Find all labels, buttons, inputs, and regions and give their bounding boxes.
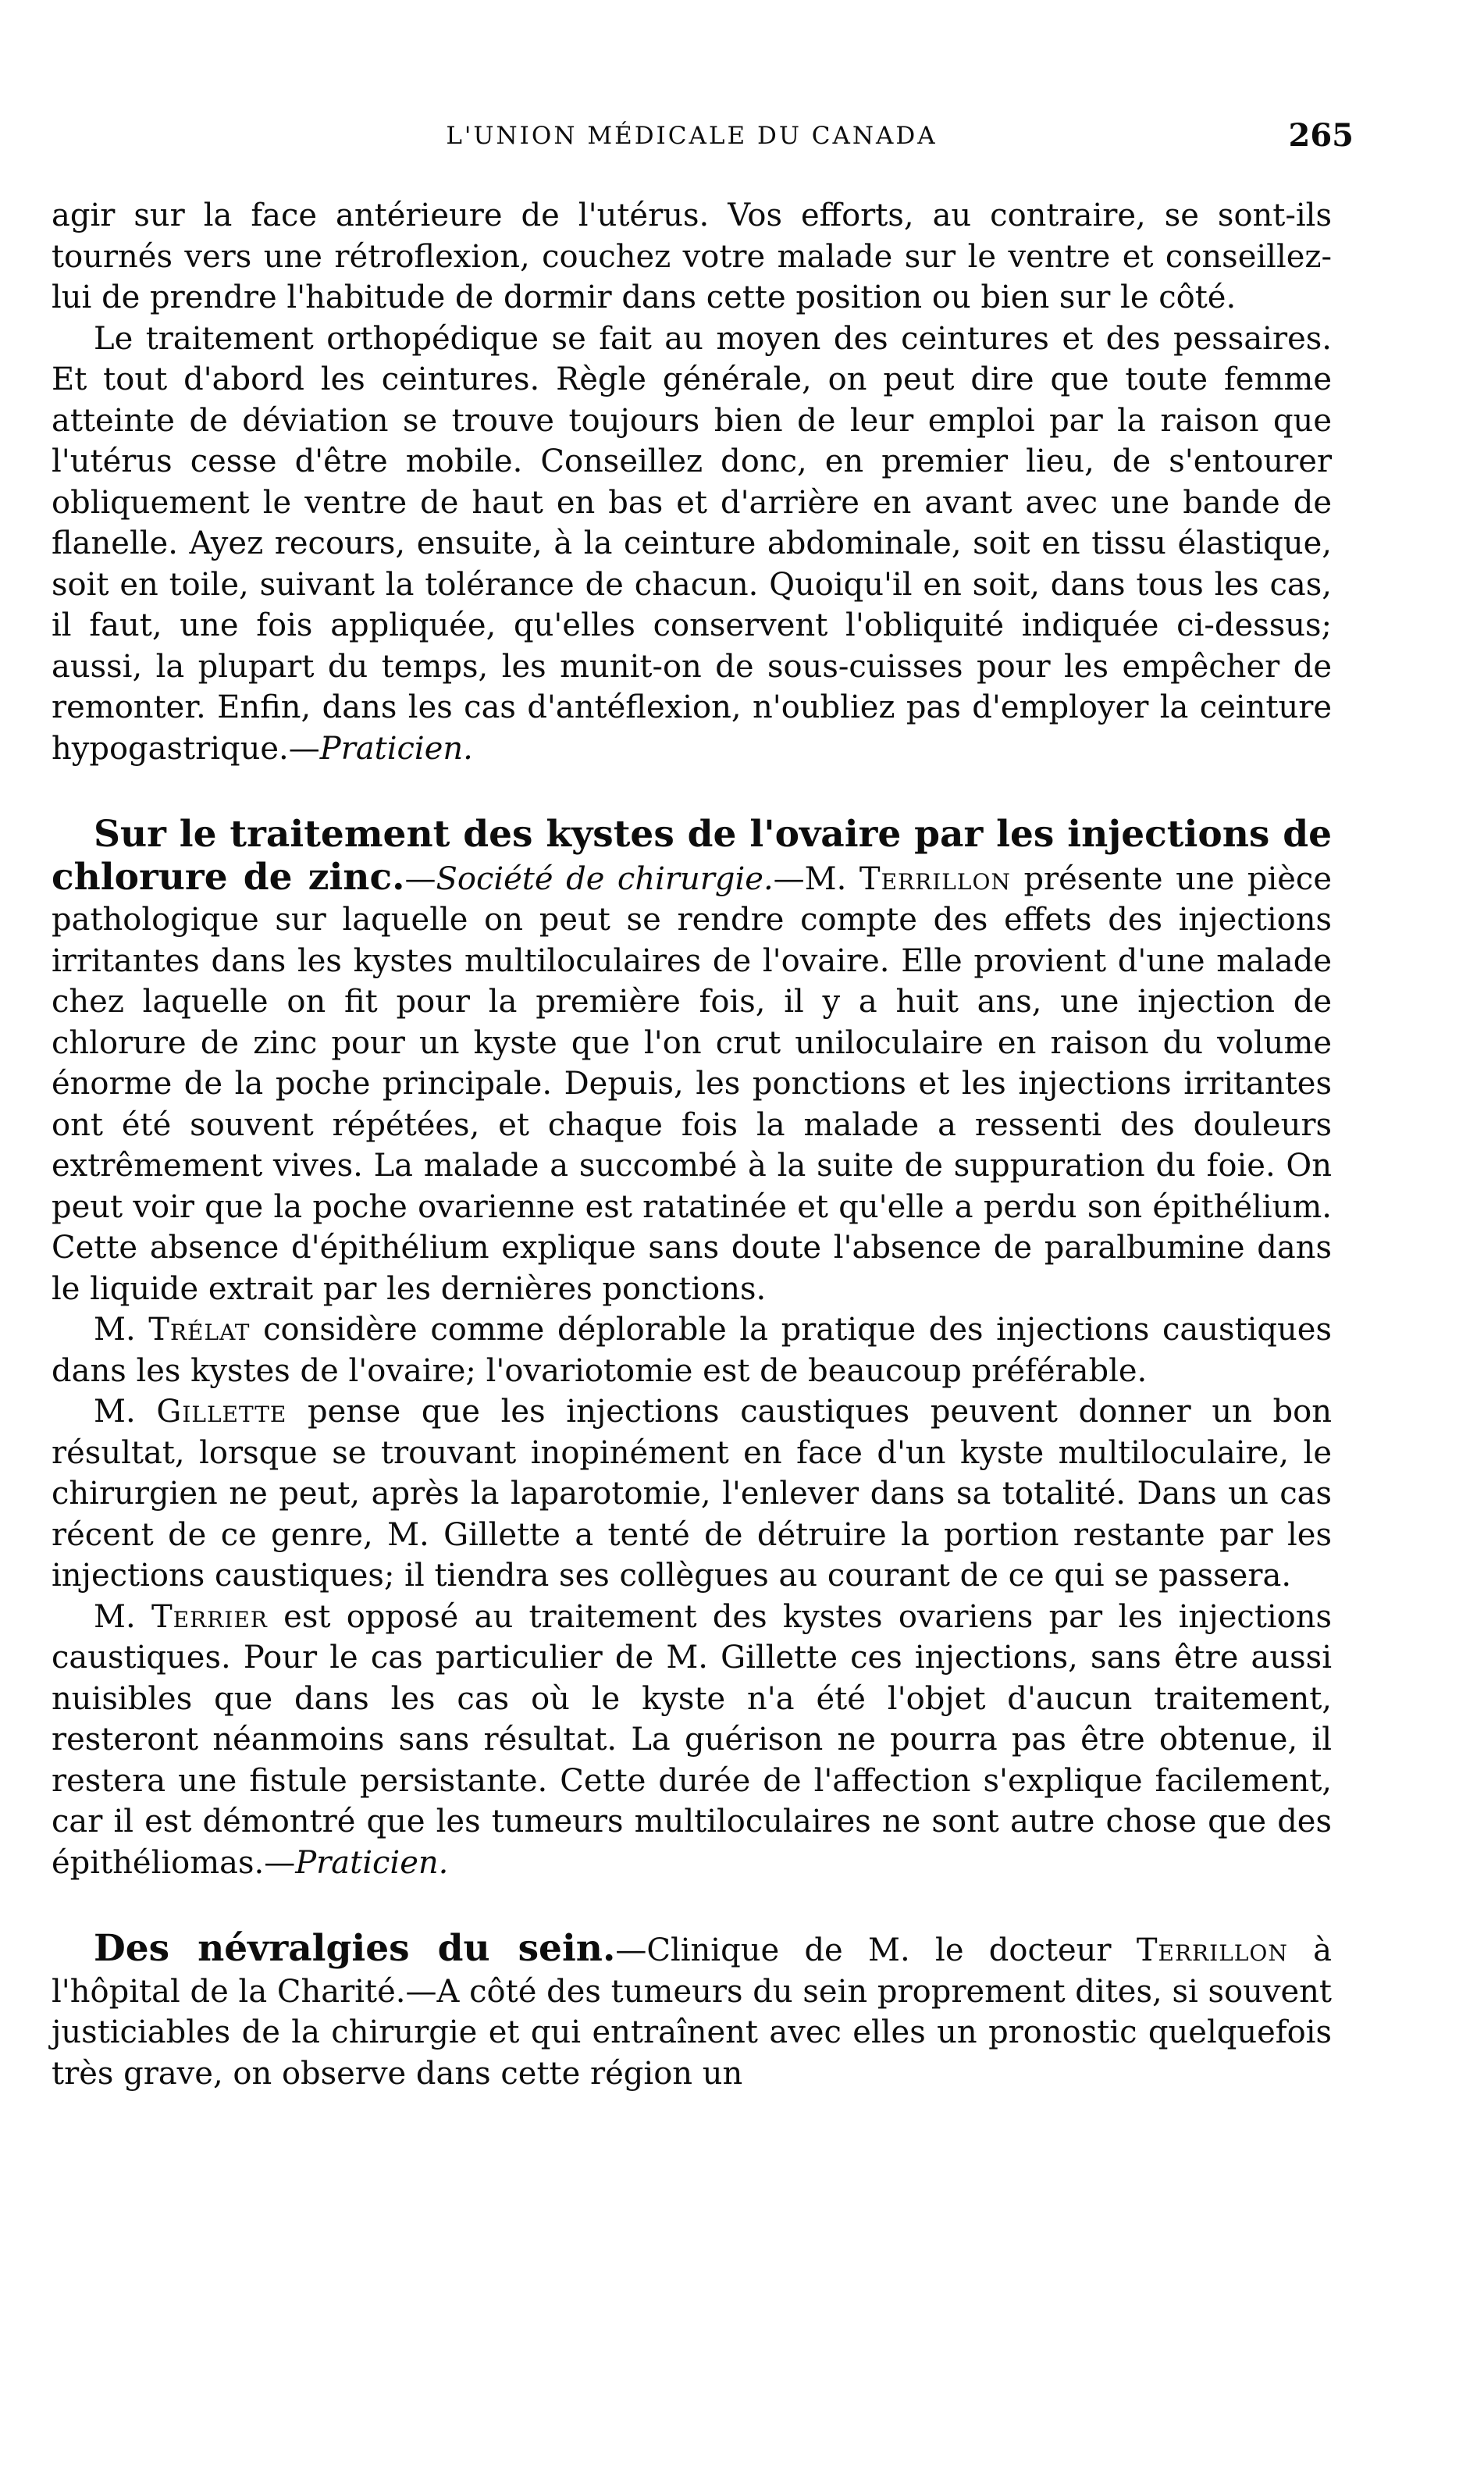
running-title: L'UNION MÉDICALE DU CANADA xyxy=(446,122,938,150)
paragraph xyxy=(52,814,1332,1309)
article-heading: Des névralgies du sein. xyxy=(94,1927,616,1970)
journal-page xyxy=(52,117,1354,2094)
prefix: M. xyxy=(94,1312,149,1348)
paragraph-text: pense que les injections caustiques peuvent donner un bon résultat, lorsque se trouvant inopinément en face d'un kyste multiloculaire, le chirurgien ne peut, après la laparotomie, l'enlever dans sa totalité. Dans un cas récent de ce genre, M. Gillette a tenté de détruire la portion restante par les injections caustiques; il tiendra ses collègues au courant de ce qui se passera. xyxy=(52,1394,1332,1594)
paragraph xyxy=(52,1309,1332,1391)
author-name: Terrillon xyxy=(1136,1932,1288,1968)
paragraph xyxy=(52,1929,1332,2094)
dash: — xyxy=(404,860,436,897)
paragraph xyxy=(52,1597,1332,1884)
society-name: Société de chirurgie. xyxy=(436,860,774,897)
paragraph-text: —Clinique de M. le docteur xyxy=(615,1932,1137,1968)
paragraph-text: considère comme déplorable la pratique des injections caustiques dans les kystes de l'ovaire; l'ovariotomie est de beaucoup préférable. xyxy=(52,1312,1332,1389)
article-heading: Sur le traitement des kystes de l'ovaire par les injections de chlorure de zinc. xyxy=(52,813,1332,899)
prefix: M. xyxy=(94,1598,151,1635)
dash: —M. xyxy=(773,860,859,897)
paragraph xyxy=(52,1391,1332,1597)
article-nevralgies-sein xyxy=(52,1929,1332,2094)
author-name: Terrillon xyxy=(859,860,1011,897)
page-number: 265 xyxy=(1288,117,1354,154)
prefix: M. xyxy=(94,1394,157,1430)
source-citation: Praticien. xyxy=(295,1844,449,1881)
author-name: Terrier xyxy=(151,1598,268,1635)
source-citation: Praticien. xyxy=(319,730,473,767)
article-kystes-ovaire xyxy=(52,814,1332,1883)
paragraph-text: est opposé au traitement des kystes ovariens par les injections caustiques. Pour le cas particulier de M. Gillette ces injections, sans être aussi nuisibles que dans les cas où le kyste n'a été l'objet d'aucun traitement, resteront néanmoins sans résultat. La guérison ne pourra pas être obtenue, il restera une fistule persistante. Cette durée de l'affection s'explique facilement, car il est démontré que les tumeurs multiloculaires ne sont autre chose que des épithéliomas.— xyxy=(52,1598,1333,1881)
author-name: Trélat xyxy=(148,1312,251,1348)
continued-article xyxy=(52,195,1332,769)
paragraph-text: à l'hôpital de la Charité.—A côté des tumeurs du sein proprement dites, si souvent justiciables de la chirurgie et qui entraînent avec elles un pronostic quelquefois très grave, on observe dans cette région un xyxy=(52,1932,1333,2092)
paragraph xyxy=(52,319,1332,770)
paragraph xyxy=(52,195,1332,319)
running-head xyxy=(52,117,1354,164)
paragraph-text: Le traitement orthopédique se fait au moyen des ceintures et des pessaires. Et tout d'abord les ceintures. Règle générale, on peut dire que toute femme atteinte de déviation se trouve toujours bien de leur emploi par la raison que l'utérus cesse d'être mobile. Conseillez donc, en premier lieu, de s'entourer obliquement le ventre de haut en bas et d'arrière en avant avec une bande de flanelle. Ayez recours, ensuite, à la ceinture abdominale, soit en tissu élastique, soit en toile, suivant la tolérance de chacun. Quoiqu'il en soit, dans tous les cas, il faut, une fois appliquée, qu'elles conservent l'obliquité indiquée ci-dessus; aussi, la plupart du temps, les munit-on de sous-cuisses pour les empêcher de remonter. Enfin, dans les cas d'antéflexion, n'oubliez pas d'employer la ceinture hypogastrique.— xyxy=(52,320,1332,767)
paragraph-text: agir sur la face antérieure de l'utérus. Vos efforts, au contraire, se sont-ils tournés vers une rétroflexion, couchez votre malade sur le ventre et conseillez-lui de prendre l'habitude de dormir dans cette position ou bien sur le côté. xyxy=(52,198,1332,315)
paragraph-text: présente une pièce pathologique sur laquelle on peut se rendre compte des effets des injections irritantes dans les kystes multiloculaires de l'ovaire. Elle provient d'une malade chez laquelle on fit pour la première fois, il y a huit ans, une injection de chlorure de zinc pour un kyste que l'on crut uniloculaire en raison du volume énorme de la poche principale. Depuis, les ponctions et les injections irritantes ont été souvent répétées, et chaque fois la malade a ressenti des douleurs extrêmement vives. La malade a succombé à la suite de suppuration du foie. On peut voir que la poche ovarienne est ratatinée et qu'elle a perdu son épithélium. Cette absence d'épithélium explique sans doute l'absence de paralbumine dans le liquide extrait par les dernières ponctions. xyxy=(52,860,1332,1307)
author-name: Gillette xyxy=(156,1394,287,1430)
